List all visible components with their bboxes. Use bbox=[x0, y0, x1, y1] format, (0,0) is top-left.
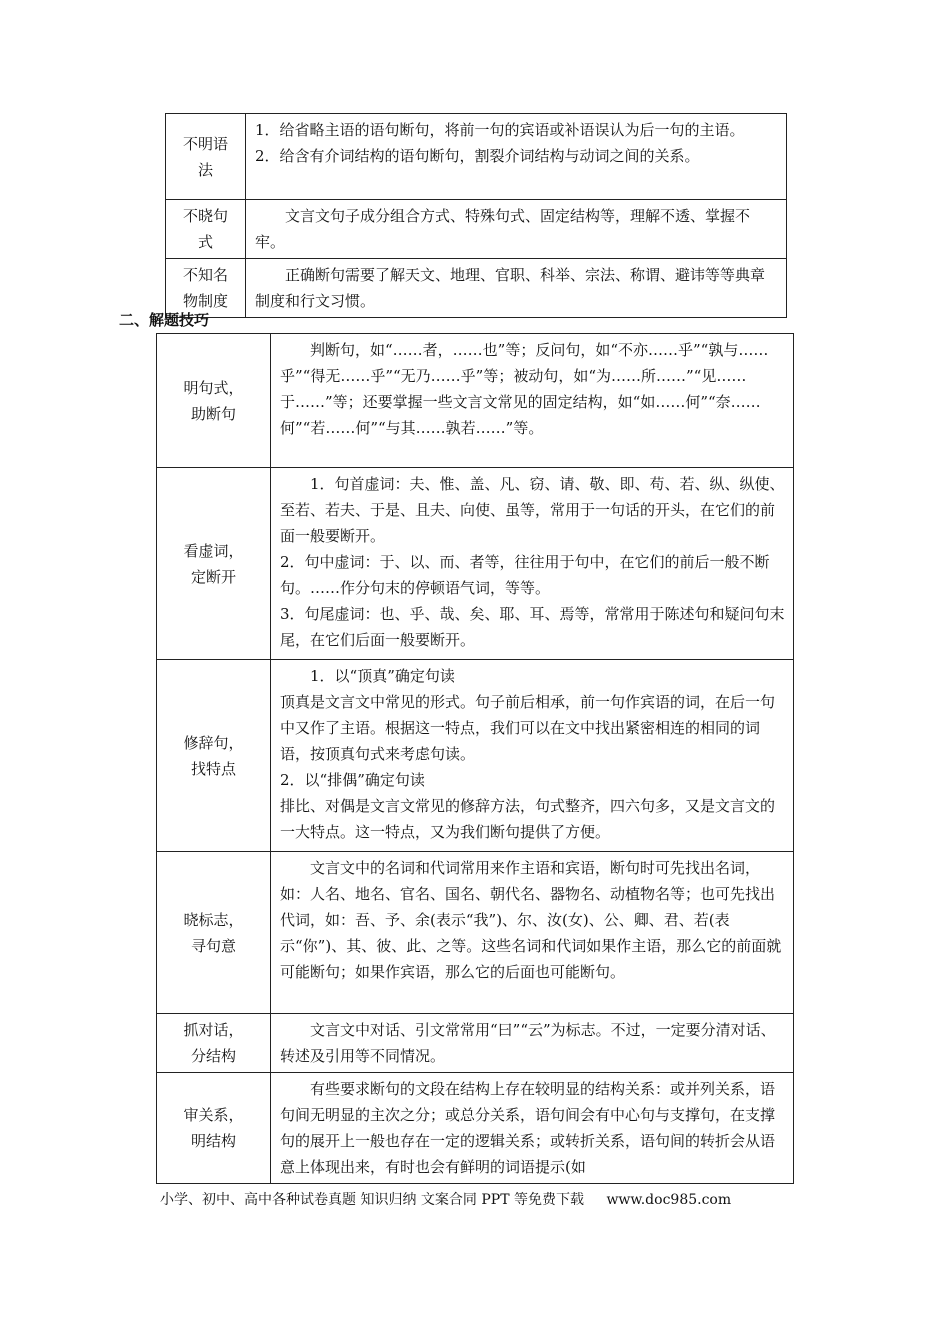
row-label: 不晓句 式 bbox=[166, 200, 246, 259]
row-content: 1．给省略主语的语句断句，将前一句的宾语或补语误认为后一句的主语。 2．给含有介词结构的语句断句，割裂介词结构与动词之间的关系。 bbox=[246, 114, 787, 200]
row-label: 看虚词， 定断开 bbox=[157, 468, 271, 660]
row-content: 有些要求断句的文段在结构上存在较明显的结构关系：或并列关系，语句间无明显的主次之分；或总分关系，语句间会有中心句与支撑句，在支撑句的展开上一般也存在一定的逻辑关系；或转折关系，语句间的转折会从语意上体现出来，有时也会有鲜明的词语提示(如 bbox=[271, 1073, 794, 1184]
row-content: 1．以“顶真”确定句读 顶真是文言文中常见的形式。句子前后相承，前一句作宾语的词，在后一句中又作了主语。根据这一特点，我们可以在文中找出紧密相连的相同的词语，按顶真句式来考虑句读。 2．以“排偶”确定句读 排比、对偶是文言文常见的修辞方法，句式整齐，四六句多，又是文言文的一大特点。这一特点，又为我们断句提供了方便。 bbox=[271, 660, 794, 852]
table-row bbox=[166, 114, 787, 200]
row-label: 不知名 物制度 bbox=[166, 259, 246, 318]
errors-table bbox=[165, 113, 787, 318]
row-content: 正确断句需要了解天文、地理、官职、科举、宗法、称谓、避讳等等典章制度和行文习惯。 bbox=[246, 259, 787, 318]
footer-text: 小学、初中、高中各种试卷真题 知识归纳 文案合同 PPT 等免费下载 bbox=[160, 1192, 584, 1208]
table-row bbox=[157, 852, 794, 1014]
section-heading: 二、解题技巧 bbox=[119, 311, 210, 329]
row-label: 抓对话， 分结构 bbox=[157, 1014, 271, 1073]
techniques-table bbox=[156, 333, 794, 1184]
table-row bbox=[157, 660, 794, 852]
row-label: 审关系， 明结构 bbox=[157, 1073, 271, 1184]
row-content: 判断句，如“……者，……也”等；反问句，如“不亦……乎”“孰与……乎”“得无……乎”“无乃……乎”等；被动句，如“为……所……”“见……于……”等；还要掌握一些文言文常见的固定结构，如“如……何”“奈……何”“若……何”“与其……孰若……”等。 bbox=[271, 334, 794, 468]
row-label: 明句式， 助断句 bbox=[157, 334, 271, 468]
table-row bbox=[157, 1073, 794, 1184]
page-footer bbox=[160, 1188, 731, 1212]
table-row bbox=[157, 1014, 794, 1073]
row-content: 文言文中的名词和代词常用来作主语和宾语，断句时可先找出名词，如：人名、地名、官名、国名、朝代名、器物名、动植物名等；也可先找出代词，如：吾、予、余(表示“我”)、尔、汝(女)、公、卿、君、若(表示“你”)、其、彼、此、之等。这些名词和代词如果作主语，那么它的前面就可能断句；如果作宾语，那么它的后面也可能断句。 bbox=[271, 852, 794, 1014]
row-content: 1．句首虚词：夫、惟、盖、凡、窃、请、敬、即、苟、若、纵、纵使、至若、若夫、于是、且夫、向使、虽等，常用于一句话的开头，在它们的前面一般要断开。 2．句中虚词：于、以、而、者等，往往用于句中，在它们的前后一般不断句。……作分句末的停顿语气词，等等。 3．句尾虚词：也、乎、哉、矣、耶、耳、焉等，常常用于陈述句和疑问句末尾，在它们后面一般要断开。 bbox=[271, 468, 794, 660]
table-row bbox=[166, 200, 787, 259]
table-row bbox=[157, 334, 794, 468]
row-label: 不明语 法 bbox=[166, 114, 246, 200]
table-row bbox=[157, 468, 794, 660]
row-label: 修辞句， 找特点 bbox=[157, 660, 271, 852]
table-row bbox=[166, 259, 787, 318]
footer-url[interactable]: www.doc985.com bbox=[606, 1192, 732, 1208]
row-label: 晓标志， 寻句意 bbox=[157, 852, 271, 1014]
row-content: 文言文句子成分组合方式、特殊句式、固定结构等，理解不透、掌握不牢。 bbox=[246, 200, 787, 259]
row-content: 文言文中对话、引文常常用“曰”“云”为标志。不过，一定要分清对话、转述及引用等不同情况。 bbox=[271, 1014, 794, 1073]
